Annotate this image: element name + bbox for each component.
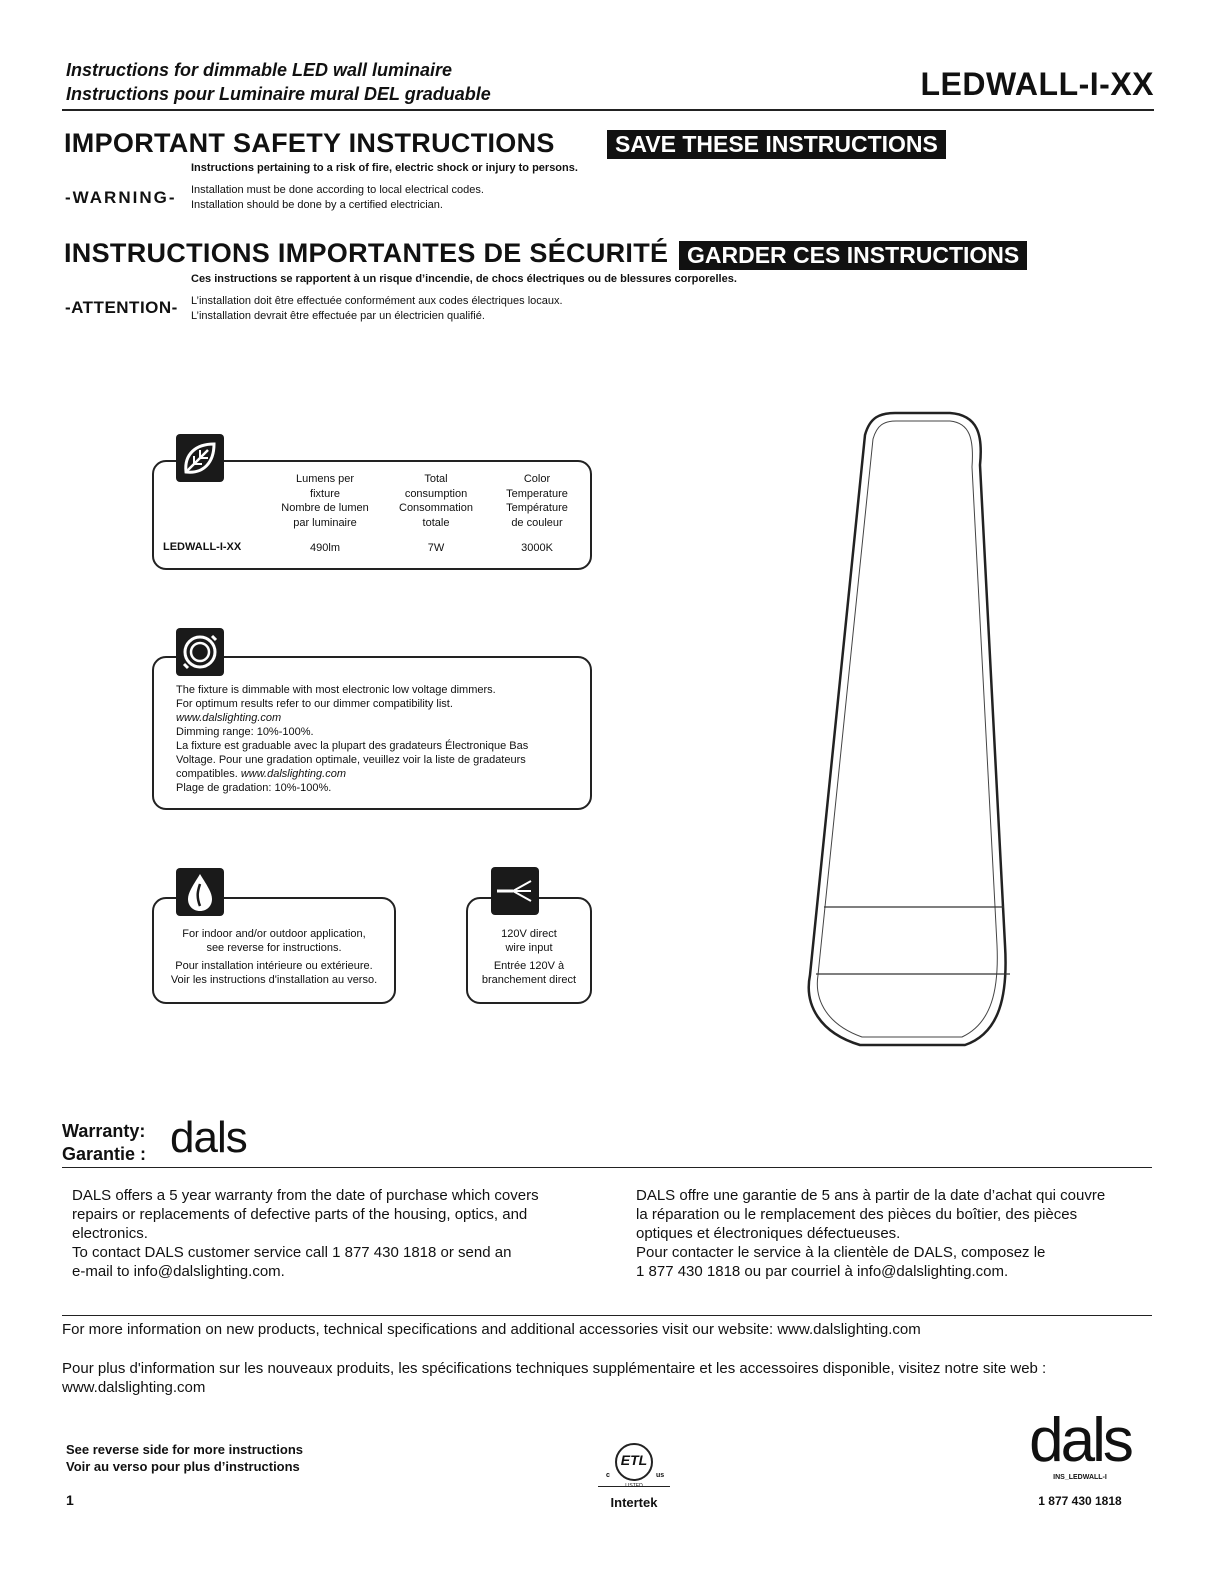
warranty-line: electronics. [72,1225,148,1242]
wire-line: branchement direct [481,974,577,986]
dimmer-line: The fixture is dimmable with most electronic low voltage dimmers. [176,684,496,696]
lumens-header [270,472,380,530]
warning-line: Installation must be done according to local electrical codes. [191,184,484,196]
attention-line: L’installation doit être effectuée conformément aux codes électriques locaux. [191,295,563,307]
etl-text: ETL [620,1452,648,1468]
color-temp-value: 3000K [521,542,553,554]
dimmer-text [176,683,528,795]
header-line: fixture [310,487,340,500]
save-instructions-en: SAVE THESE INSTRUCTIONS [607,130,946,159]
reverse-note-fr: Voir au verso pour plus d’instructions [66,1459,300,1474]
warranty-text-en [72,1186,539,1281]
dimmer-line: For optimum results refer to our dimmer compatibility list. [176,698,453,710]
attention-line: L’installation devrait être effectuée par un électricien qualifié. [191,310,485,322]
dimmer-link[interactable]: www.dalslighting.com [176,712,282,724]
warranty-line: DALS offre une garantie de 5 ans à partir de la date d’achat qui couvre [636,1187,1106,1204]
attention-label: -ATTENTION- [65,298,178,317]
footer-phone: 1 877 430 1818 [1038,1494,1122,1508]
page-number: 1 [66,1492,74,1508]
header-line: Nombre de lumen [281,502,369,514]
consumption-header [381,472,491,530]
wire-text [468,927,590,987]
warranty-line: Pour contacter le service à la clientèle de DALS, composez le [636,1244,1046,1261]
reverse-note-en: See reverse side for more instructions [66,1442,303,1457]
warranty-line: e-mail to info@dalslighting.com. [72,1263,285,1280]
info-divider [62,1315,1152,1316]
warranty-line: repairs or replacements of defective parts of the housing, optics, and [72,1206,528,1223]
warranty-label-fr: Garantie : [62,1144,147,1164]
safety-sub-fr: Ces instructions se rapportent à un risque d’incendie, de chocs électriques ou de blessures corporelles. [191,273,737,285]
dimmer-line-part: compatibles. [176,768,238,780]
warranty-line: optiques et électroniques défectueuses. [636,1225,901,1242]
warning-label: -WARNING- [65,188,177,207]
header-line: Température [506,502,568,514]
location-line: see reverse for instructions. [206,942,342,954]
header-line: Temperature [506,487,568,500]
header-line: Consommation [399,502,473,514]
warranty-label [62,1120,146,1166]
header-line: par luminaire [293,516,357,529]
etl-c: c [606,1472,610,1479]
color-temp-header [482,472,592,530]
wire-line: wire input [505,942,553,954]
safety-heading-en: IMPORTANT SAFETY INSTRUCTIONS [64,128,555,158]
intertek-label: Intertek [610,1495,658,1510]
warranty-divider [62,1167,1152,1168]
model-number: LEDWALL-I-XX [920,66,1154,102]
attention-text [191,294,563,324]
more-info-en: For more information on new products, technical specifications and additional accessories visit our website: www.dalslighting.com [62,1321,921,1338]
etl-circle-icon [598,1438,670,1498]
header-divider [62,109,1154,111]
location-line: Pour installation intérieure ou extérieure. [175,960,373,972]
header-line: Total [424,473,448,485]
wire-icon [491,867,539,915]
warning-line: Installation should be done by a certified electrician. [191,199,443,211]
fixture-drawing [800,405,1040,1055]
reverse-note [66,1441,303,1475]
warning-text [191,183,484,213]
more-info-fr-link[interactable]: www.dalslighting.com [62,1379,206,1396]
warranty-line: DALS offers a 5 year warranty from the date of purchase which covers [72,1187,539,1204]
document-title [66,58,491,106]
doc-code: INS_LEDWALL-I [1053,1474,1107,1481]
lumens-value: 490lm [310,542,340,554]
warranty-line: 1 877 430 1818 ou par courriel à info@dalslighting.com. [636,1263,1009,1280]
location-text [154,927,394,987]
title-en: Instructions for dimmable LED wall luminaire [66,60,453,80]
header-line: Color [523,473,551,485]
dals-logo: dals [170,1113,247,1162]
save-instructions-fr: GARDER CES INSTRUCTIONS [679,241,1027,270]
more-info-fr-line: Pour plus d'information sur les nouveaux produits, les spécifications techniques supplémentaire et les accessoires disponible, visitez notre site web : [62,1360,1047,1377]
safety-heading-fr: INSTRUCTIONS IMPORTANTES DE SÉCURITÉ [64,238,669,268]
water-drop-icon [176,868,224,916]
leaf-icon [176,434,224,482]
spec-row-label: LEDWALL-I-XX [163,541,242,553]
dimmer-line: Plage de gradation: 10%-100%. [176,782,332,794]
header-line: consumption [404,487,468,500]
dals-footer-logo: dals [1029,1406,1131,1475]
dimmer-line: Voltage. Pour une gradation optimale, veuillez voir la liste de gradateurs [176,754,526,766]
header-line: de couleur [511,516,563,529]
etl-certification-mark [598,1438,670,1498]
dimmer-line: La fixture est graduable avec la plupart des gradateurs Électronique Bas [176,740,529,752]
warranty-line: la réparation ou le remplacement des pièces du boîtier, des pièces [636,1206,1078,1223]
dimmer-line [176,767,528,781]
etl-rule [598,1486,670,1487]
header-line: totale [422,516,450,529]
warranty-line: To contact DALS customer service call 1 877 430 1818 or send an [72,1244,512,1261]
header-line: Lumens per [295,473,355,485]
dimmer-line: Dimming range: 10%-100%. [176,726,314,738]
wire-line: Entrée 120V à [493,960,565,972]
etl-us: us [656,1472,665,1479]
warranty-label-en: Warranty: [62,1121,146,1141]
warranty-text-fr [636,1186,1105,1281]
location-line: Voir les instructions d'installation au verso. [170,974,378,986]
etl-listed: LISTED [625,1483,643,1489]
title-fr: Instructions pour Luminaire mural DEL graduable [66,84,491,104]
more-info-fr [62,1359,1046,1397]
location-line: For indoor and/or outdoor application, [182,928,366,940]
consumption-value: 7W [427,542,445,554]
wire-line: 120V direct [501,928,557,940]
dimmer-icon [176,628,224,676]
safety-sub-en: Instructions pertaining to a risk of fire, electric shock or injury to persons. [191,162,578,174]
dimmer-link[interactable]: www.dalslighting.com [240,768,346,780]
